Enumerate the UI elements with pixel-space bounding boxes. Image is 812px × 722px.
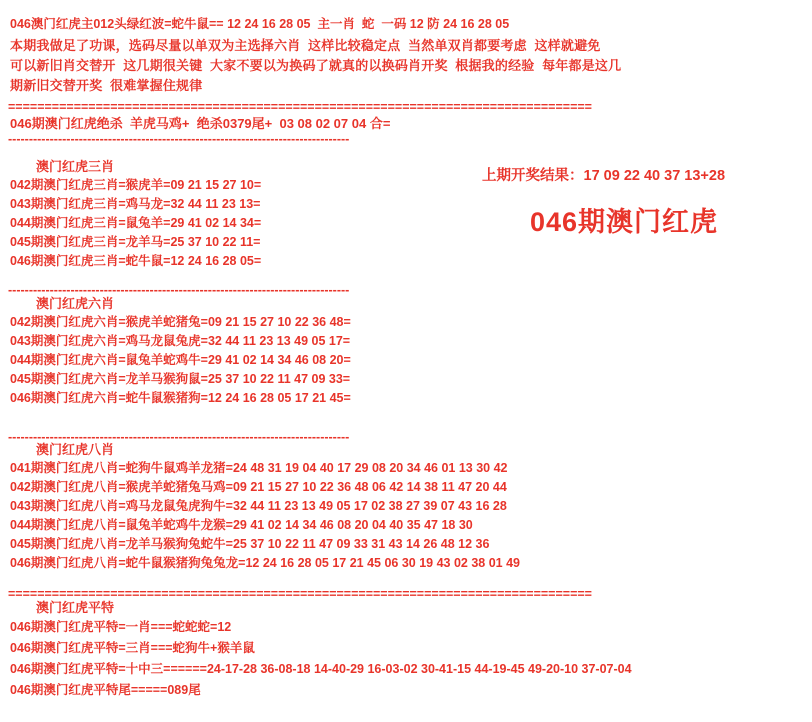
list-item: 041期澳门红虎八肖=蛇狗牛鼠鸡羊龙猪=24 48 31 19 04 40 17 29 08 20 34 46 01 13 30 42 xyxy=(10,461,508,475)
intro-line-2: 可以新旧肖交替开 这几期很关键 大家不要以为换码了就真的以换码肖开奖 根据我的经验 每年都是这几 xyxy=(10,58,622,73)
intro-line-3: 期新旧交替开奖 很难掌握住规律 xyxy=(10,78,203,93)
separator-dash-1: ---------------------------------------------------------------------------------- xyxy=(8,134,350,144)
list-item: 046期澳门红虎三肖=蛇牛鼠=12 24 16 28 05= xyxy=(10,254,262,268)
section-six-animals xyxy=(10,294,351,408)
list-item: 044期澳门红虎八肖=鼠兔羊蛇鸡牛龙猴=29 41 02 14 34 46 08 20 04 40 35 47 18 30 xyxy=(10,518,473,532)
section-three-animals xyxy=(10,157,261,271)
header-summary-line: 046澳门红虎主012头绿红波=蛇牛鼠== 12 24 16 28 05 主一肖 蛇 一码 12 防 24 16 28 05 xyxy=(10,17,510,31)
section-title: 澳门红虎八肖 xyxy=(36,442,115,457)
list-item: 046期澳门红虎平特尾=====089尾 xyxy=(10,683,201,697)
issue-big-title: 046期澳门红虎 xyxy=(530,207,719,237)
separator-equals-top: ================================================================================ xyxy=(8,102,592,112)
list-item: 046期澳门红虎八肖=蛇牛鼠猴猪狗兔兔龙=12 24 16 28 05 17 21 45 06 30 19 43 02 38 01 49 xyxy=(10,556,521,570)
previous-draw-result: 上期开奖结果：17 09 22 40 37 13+28 xyxy=(482,168,726,184)
section-eight-animals xyxy=(10,440,520,573)
list-item: 045期澳门红虎六肖=龙羊马猴狗鼠=25 37 10 22 11 47 09 33= xyxy=(10,372,351,386)
section-title: 澳门红虎三肖 xyxy=(36,159,115,174)
section-flat-special xyxy=(10,598,632,701)
list-item: 045期澳门红虎三肖=龙羊马=25 37 10 22 11= xyxy=(10,235,261,249)
intro-line-1: 本期我做足了功课，选码尽量以单双为主选择六肖 这样比较稳定点 当然单双肖都要考虑 这样就避免 xyxy=(10,38,601,53)
list-item: 043期澳门红虎八肖=鸡马龙鼠兔虎狗牛=32 44 11 23 13 49 05 17 02 38 27 39 07 43 16 28 xyxy=(10,499,507,513)
list-item: 042期澳门红虎八肖=猴虎羊蛇猪兔马鸡=09 21 15 27 10 22 36 48 06 42 14 38 11 47 20 44 xyxy=(10,480,507,494)
list-item: 042期澳门红虎三肖=猴虎羊=09 21 15 27 10= xyxy=(10,178,262,192)
list-item: 043期澳门红虎六肖=鸡马龙鼠兔虎=32 44 11 23 13 49 05 17= xyxy=(10,334,351,348)
kill-numbers-line: 046期澳门红虎绝杀 羊虎马鸡+ 绝杀0379尾+ 03 08 02 07 04 合= xyxy=(10,116,391,131)
list-item: 046期澳门红虎平特=十中三======24-17-28 36-08-18 14-40-29 16-03-02 30-41-15 44-19-45 49-20-10 37-07-04 xyxy=(10,662,632,676)
list-item: 045期澳门红虎八肖=龙羊马猴狗兔蛇牛=25 37 10 22 11 47 09 33 31 43 14 26 48 12 36 xyxy=(10,537,490,551)
list-item: 046期澳门红虎六肖=蛇牛鼠猴猪狗=12 24 16 28 05 17 21 45= xyxy=(10,391,351,405)
list-item: 044期澳门红虎三肖=鼠兔羊=29 41 02 14 34= xyxy=(10,216,262,230)
list-item: 043期澳门红虎三肖=鸡马龙=32 44 11 23 13= xyxy=(10,197,261,211)
section-title: 澳门红虎六肖 xyxy=(36,296,115,311)
list-item: 046期澳门红虎平特=一肖===蛇蛇蛇=12 xyxy=(10,620,232,634)
separator-dash-2: ---------------------------------------------------------------------------------- xyxy=(8,285,350,295)
list-item: 044期澳门红虎六肖=鼠兔羊蛇鸡牛=29 41 02 14 34 46 08 20= xyxy=(10,353,351,367)
section-title: 澳门红虎平特 xyxy=(36,600,115,615)
separator-dash-3: ---------------------------------------------------------------------------------- xyxy=(8,432,350,442)
list-item: 046期澳门红虎平特=三肖===蛇狗牛+猴羊鼠 xyxy=(10,641,255,655)
separator-equals-bottom: ================================================================================ xyxy=(8,589,592,599)
intro-paragraph xyxy=(10,36,710,96)
list-item: 042期澳门红虎六肖=猴虎羊蛇猪兔=09 21 15 27 10 22 36 48= xyxy=(10,315,351,329)
